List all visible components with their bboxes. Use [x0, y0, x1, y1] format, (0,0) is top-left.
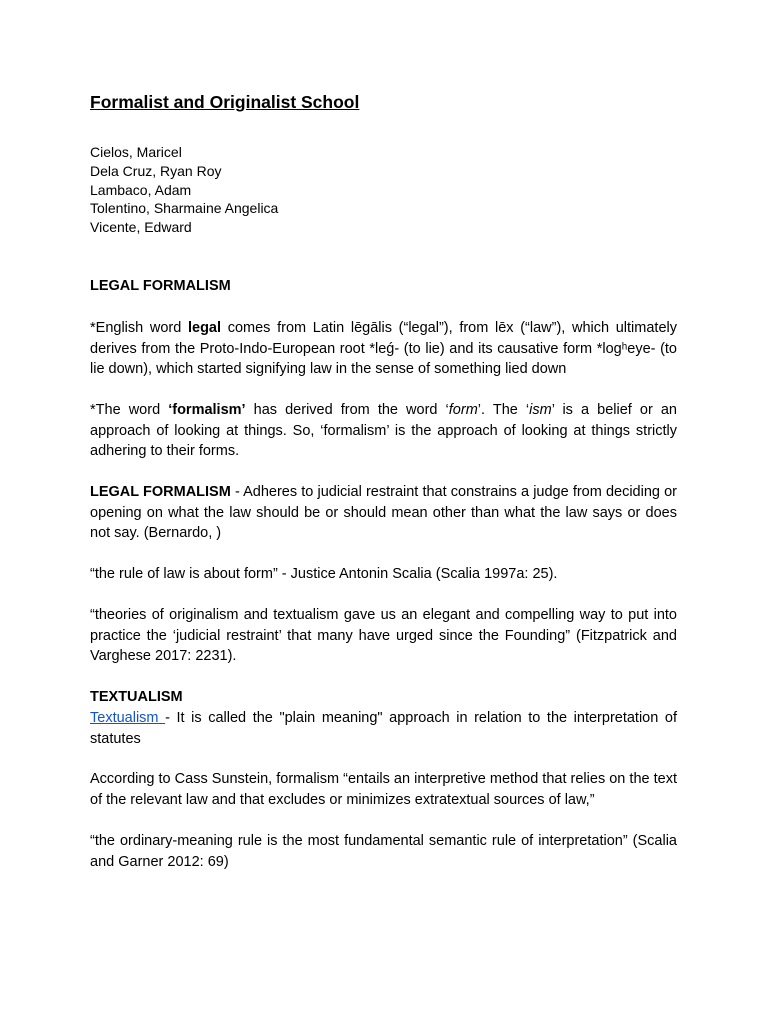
- term-formalism: ‘formalism’: [168, 402, 246, 418]
- etymology-text: comes from Latin lēgālis (“legal”), from lēx (“law”), which ultimately derives from the Proto-Indo-European root *leǵ- (to lie) and its causative form *logʰeye- (to lie down), which started signifying law in the sense of something lied down: [90, 320, 677, 377]
- author-list: [90, 143, 278, 237]
- author-name: Tolentino, Sharmaine Angelica: [90, 200, 279, 217]
- definition-text: - Adheres to judicial restraint that constrains a judge from deciding or opening on what the law should be or should mean other than what the law says or does not say. (Bernardo, ): [90, 484, 677, 541]
- term-legal: legal: [187, 320, 222, 336]
- formalism-text: has derived from the word ‘: [245, 402, 449, 418]
- legal-formalism-definition: [90, 482, 677, 544]
- textualism-heading: TEXTUALISM: [90, 689, 183, 705]
- author-name: Dela Cruz, Ryan Roy: [90, 162, 222, 179]
- fitzpatrick-quote: “theories of originalism and textualism gave us an elegant and compelling way to put into practice the ‘judicial restraint’ that many have urged since the Founding” (Fitzpatrick and Varghese 2017: 2231).: [90, 607, 677, 664]
- formalism-text: *The word: [90, 402, 169, 418]
- definition-term: LEGAL FORMALISM: [90, 484, 231, 500]
- legal-formalism-heading: LEGAL FORMALISM: [90, 278, 231, 294]
- document-title: Formalist and Originalist School: [90, 92, 360, 112]
- ordinary-meaning-quote: “the ordinary-meaning rule is the most fundamental semantic rule of interpretation” (Scalia and Garner 2012: 69): [90, 833, 677, 870]
- textualism-definition-text: - It is called the "plain meaning" approach in relation to the interpretation of statutes: [90, 710, 677, 747]
- sunstein-paragraph: According to Cass Sunstein, formalism “entails an interpretive method that relies on the text of the relevant law and that excludes or minimizes extratextual sources of law,”: [90, 771, 677, 808]
- formalism-word-paragraph: [90, 400, 677, 462]
- formalism-text: ’. The ‘: [477, 402, 530, 418]
- etymology-paragraph: [90, 318, 677, 380]
- etymology-intro: *English word: [90, 320, 188, 336]
- term-form: form: [448, 402, 478, 418]
- textualism-link[interactable]: Textualism: [90, 710, 166, 726]
- textualism-definition: [90, 708, 677, 749]
- term-ism: ism: [529, 402, 552, 418]
- author-name: Lambaco, Adam: [90, 181, 192, 198]
- formalism-text: ’ is a belief or an approach of looking at things. So, ‘formalism’ is the approach of looking at things strictly adhering to their forms.: [90, 402, 677, 459]
- scalia-quote: “the rule of law is about form” - Justice Antonin Scalia (Scalia 1997a: 25).: [90, 566, 558, 582]
- author-name: Cielos, Maricel: [90, 144, 182, 160]
- author-name: Vicente, Edward: [90, 219, 192, 236]
